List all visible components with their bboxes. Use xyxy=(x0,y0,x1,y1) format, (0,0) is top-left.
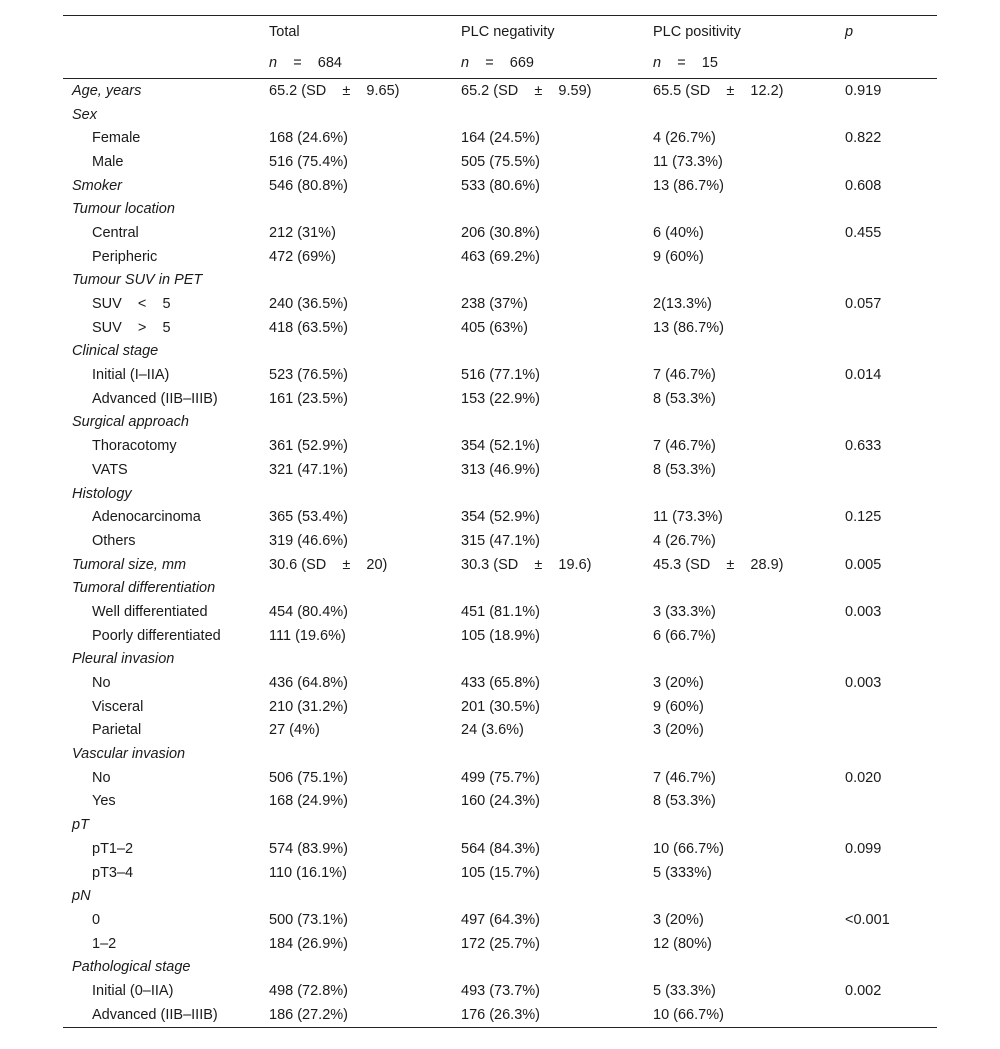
cell-plc-negativity: 105 (15.7%) xyxy=(461,864,540,881)
cell-p-value xyxy=(845,340,937,364)
cell-total: 361 (52.9%) xyxy=(269,438,348,455)
cell-plc-positivity: 3 (33.3%) xyxy=(653,603,716,620)
cell-p-value xyxy=(845,529,937,553)
equals-sign: = xyxy=(293,54,302,71)
cell-plc-negativity xyxy=(461,955,653,979)
n-symbol: n xyxy=(461,54,470,71)
row-label: Central xyxy=(92,224,139,241)
cell-total: 574 (83.9%) xyxy=(269,840,348,857)
table-row-category xyxy=(63,813,937,837)
cell-total xyxy=(269,648,461,672)
cell-p-value xyxy=(845,458,937,482)
cell-p-value: 0.455 xyxy=(845,224,882,241)
header-plc-positivity: PLC positivity xyxy=(653,23,741,40)
cell-p-value xyxy=(845,316,937,340)
header-blank xyxy=(63,16,269,47)
cell-total: 161 (23.5%) xyxy=(269,390,348,407)
cell-p-value: 0.099 xyxy=(845,840,882,857)
cell-total: 523 (76.5%) xyxy=(269,367,348,384)
n-symbol: n xyxy=(269,54,278,71)
cell-plc-negativity: 238 (37%) xyxy=(461,296,528,313)
header-row-titles xyxy=(63,16,937,47)
row-label: No xyxy=(92,769,111,786)
row-label: Tumour SUV in PET xyxy=(72,272,203,289)
cell-p-value xyxy=(845,719,937,743)
cell-p-value: 0.919 xyxy=(845,82,882,99)
cell-p-value xyxy=(845,150,937,174)
table-row xyxy=(63,292,937,316)
cell-plc-positivity: 9 (60%) xyxy=(653,698,704,715)
n-value: 15 xyxy=(701,54,718,71)
cell-plc-negativity: 105 (18.9%) xyxy=(461,627,540,644)
header-n-total xyxy=(269,47,461,79)
table-row xyxy=(63,861,937,885)
table-row-category xyxy=(63,269,937,293)
cell-plc-positivity xyxy=(653,103,845,127)
cell-p-value xyxy=(845,813,937,837)
cell-p-value: 0.002 xyxy=(845,982,882,999)
cell-plc-negativity: 153 (22.9%) xyxy=(461,390,540,407)
cell-plc-positivity: 3 (20%) xyxy=(653,911,704,928)
row-label: Female xyxy=(92,130,141,147)
row-label: Visceral xyxy=(92,698,144,715)
cell-total xyxy=(269,482,461,506)
cell-p-value xyxy=(845,861,937,885)
row-label: Initial (I–IIA) xyxy=(92,367,170,384)
equals-sign: = xyxy=(485,54,494,71)
row-label: Others xyxy=(92,532,136,549)
cell-plc-negativity xyxy=(461,742,653,766)
characteristics-table xyxy=(63,15,937,1028)
cell-plc-negativity xyxy=(461,197,653,221)
cell-p-value: 0.608 xyxy=(845,177,882,194)
row-label: Clinical stage xyxy=(72,343,159,360)
table-row xyxy=(63,434,937,458)
cell-total: 210 (31.2%) xyxy=(269,698,348,715)
n-symbol: n xyxy=(653,54,662,71)
cell-plc-positivity: 12 (80%) xyxy=(653,935,712,952)
table-row xyxy=(63,363,937,387)
cell-plc-negativity xyxy=(461,884,653,908)
cell-plc-negativity: 451 (81.1%) xyxy=(461,603,540,620)
cell-plc-negativity: 206 (30.8%) xyxy=(461,224,540,241)
cell-p-value xyxy=(845,269,937,293)
row-label: pT xyxy=(72,817,89,834)
row-label: Tumoral differentiation xyxy=(72,580,216,597)
cell-p-value xyxy=(845,245,937,269)
row-label: Vascular invasion xyxy=(72,746,186,763)
table-row xyxy=(63,719,937,743)
cell-total xyxy=(269,884,461,908)
table-row xyxy=(63,316,937,340)
table-row-category xyxy=(63,482,937,506)
row-label: pT3–4 xyxy=(92,864,134,881)
cell-p-value xyxy=(845,103,937,127)
row-label: Advanced (IIB–IIIB) xyxy=(92,1006,218,1023)
cell-p-value xyxy=(845,695,937,719)
cell-plc-positivity: 8 (53.3%) xyxy=(653,390,716,407)
row-label: 0 xyxy=(92,911,101,928)
header-n-negativity xyxy=(461,47,653,79)
row-label: pN xyxy=(72,888,91,905)
cell-total: 111 (19.6%) xyxy=(269,627,346,644)
cell-total: 184 (26.9%) xyxy=(269,935,348,952)
row-label: SUV > 5 xyxy=(92,319,171,336)
cell-total: 454 (80.4%) xyxy=(269,603,348,620)
table-row-category xyxy=(63,648,937,672)
cell-plc-positivity xyxy=(653,197,845,221)
cell-plc-positivity: 45.3 (SD ± 28.9) xyxy=(653,556,784,573)
n-value: 669 xyxy=(509,54,534,71)
cell-p-value xyxy=(845,624,937,648)
cell-plc-positivity: 11 (73.3%) xyxy=(653,153,723,170)
cell-plc-positivity: 4 (26.7%) xyxy=(653,130,716,147)
row-label: Peripheric xyxy=(92,248,158,265)
row-label: SUV < 5 xyxy=(92,296,171,313)
cell-plc-positivity xyxy=(653,340,845,364)
table-header xyxy=(63,16,937,79)
row-label: Yes xyxy=(92,793,116,810)
cell-total: 110 (16.1%) xyxy=(269,864,347,881)
cell-plc-negativity: 405 (63%) xyxy=(461,319,528,336)
cell-plc-negativity: 354 (52.9%) xyxy=(461,509,540,526)
cell-plc-negativity: 516 (77.1%) xyxy=(461,367,540,384)
table-row-category xyxy=(63,884,937,908)
cell-total: 418 (63.5%) xyxy=(269,319,348,336)
row-label: Male xyxy=(92,153,124,170)
table-row xyxy=(63,245,937,269)
cell-total: 168 (24.9%) xyxy=(269,793,348,810)
cell-plc-positivity: 6 (40%) xyxy=(653,224,704,241)
cell-plc-negativity: 65.2 (SD ± 9.59) xyxy=(461,82,592,99)
cell-total: 498 (72.8%) xyxy=(269,982,348,999)
cell-total: 546 (80.8%) xyxy=(269,177,348,194)
row-label: Adenocarcinoma xyxy=(92,509,201,526)
cell-plc-positivity: 4 (26.7%) xyxy=(653,532,716,549)
row-label: Tumoral size, mm xyxy=(72,556,187,573)
cell-total: 30.6 (SD ± 20) xyxy=(269,556,388,573)
cell-total: 186 (27.2%) xyxy=(269,1006,348,1023)
cell-plc-positivity xyxy=(653,884,845,908)
cell-plc-negativity xyxy=(461,269,653,293)
row-label: Pleural invasion xyxy=(72,651,175,668)
table-row xyxy=(63,908,937,932)
cell-p-value xyxy=(845,932,937,956)
table-row-category xyxy=(63,742,937,766)
cell-plc-negativity xyxy=(461,576,653,600)
cell-plc-negativity: 24 (3.6%) xyxy=(461,722,524,739)
table-row-category xyxy=(63,576,937,600)
cell-plc-positivity xyxy=(653,813,845,837)
row-label: Advanced (IIB–IIIB) xyxy=(92,390,218,407)
table-row-category xyxy=(63,197,937,221)
row-label: Initial (0–IIA) xyxy=(92,982,174,999)
row-label: Smoker xyxy=(72,177,122,194)
cell-plc-positivity: 3 (20%) xyxy=(653,722,704,739)
header-n-p-blank xyxy=(845,47,937,79)
row-label: Well differentiated xyxy=(92,603,208,620)
header-p-value: p xyxy=(845,23,854,40)
cell-p-value xyxy=(845,955,937,979)
table-row xyxy=(63,221,937,245)
table-row xyxy=(63,932,937,956)
cell-plc-negativity xyxy=(461,411,653,435)
cell-plc-positivity: 7 (46.7%) xyxy=(653,438,716,455)
cell-plc-positivity xyxy=(653,955,845,979)
cell-plc-positivity xyxy=(653,648,845,672)
cell-p-value: 0.020 xyxy=(845,769,882,786)
row-label: pT1–2 xyxy=(92,840,134,857)
table-row xyxy=(63,387,937,411)
table-row xyxy=(63,790,937,814)
cell-total xyxy=(269,955,461,979)
table-row-category xyxy=(63,79,937,103)
table-row xyxy=(63,979,937,1003)
cell-plc-positivity: 7 (46.7%) xyxy=(653,367,716,384)
cell-plc-negativity: 315 (47.1%) xyxy=(461,532,540,549)
cell-plc-positivity xyxy=(653,269,845,293)
row-label: Surgical approach xyxy=(72,414,189,431)
cell-total: 240 (36.5%) xyxy=(269,296,348,313)
cell-plc-negativity: 160 (24.3%) xyxy=(461,793,540,810)
table-row-category xyxy=(63,553,937,577)
cell-total: 472 (69%) xyxy=(269,248,336,265)
cell-plc-negativity xyxy=(461,103,653,127)
cell-plc-positivity: 5 (333%) xyxy=(653,864,712,881)
cell-plc-negativity: 505 (75.5%) xyxy=(461,153,540,170)
row-label: Parietal xyxy=(92,722,142,739)
cell-plc-positivity: 8 (53.3%) xyxy=(653,793,716,810)
cell-plc-positivity: 11 (73.3%) xyxy=(653,509,723,526)
cell-total xyxy=(269,197,461,221)
cell-p-value xyxy=(845,648,937,672)
cell-plc-negativity: 172 (25.7%) xyxy=(461,935,540,952)
cell-p-value: 0.822 xyxy=(845,130,882,147)
cell-plc-negativity: 30.3 (SD ± 19.6) xyxy=(461,556,592,573)
cell-plc-negativity: 433 (65.8%) xyxy=(461,675,540,692)
row-label: VATS xyxy=(92,461,128,478)
cell-plc-positivity xyxy=(653,411,845,435)
cell-plc-positivity: 7 (46.7%) xyxy=(653,769,716,786)
table-row xyxy=(63,505,937,529)
cell-p-value: 0.057 xyxy=(845,296,882,313)
cell-plc-negativity: 564 (84.3%) xyxy=(461,840,540,857)
header-row-n xyxy=(63,47,937,79)
row-label: Pathological stage xyxy=(72,959,191,976)
cell-total xyxy=(269,742,461,766)
cell-p-value xyxy=(845,387,937,411)
table xyxy=(63,16,937,1027)
row-label: Histology xyxy=(72,485,132,502)
table-row-category xyxy=(63,955,937,979)
cell-total xyxy=(269,103,461,127)
row-label: Poorly differentiated xyxy=(92,627,221,644)
header-total: Total xyxy=(269,23,300,40)
cell-plc-negativity: 463 (69.2%) xyxy=(461,248,540,265)
row-label: No xyxy=(92,675,111,692)
cell-total: 212 (31%) xyxy=(269,224,336,241)
cell-p-value xyxy=(845,1003,937,1027)
cell-total: 319 (46.6%) xyxy=(269,532,348,549)
cell-plc-negativity xyxy=(461,482,653,506)
cell-plc-negativity xyxy=(461,813,653,837)
cell-p-value: 0.005 xyxy=(845,556,882,573)
cell-plc-positivity: 2(13.3%) xyxy=(653,296,712,313)
cell-total: 516 (75.4%) xyxy=(269,153,348,170)
cell-total: 365 (53.4%) xyxy=(269,509,348,526)
table-row-category xyxy=(63,103,937,127)
cell-total xyxy=(269,813,461,837)
cell-p-value: 0.003 xyxy=(845,603,882,620)
row-label: Tumour location xyxy=(72,201,175,218)
cell-total: 500 (73.1%) xyxy=(269,911,348,928)
row-label: 1–2 xyxy=(92,935,117,952)
table-row xyxy=(63,695,937,719)
table-body xyxy=(63,79,937,1027)
cell-plc-positivity: 10 (66.7%) xyxy=(653,1006,724,1023)
table-row-category xyxy=(63,174,937,198)
row-label: Sex xyxy=(72,106,97,123)
cell-plc-positivity: 6 (66.7%) xyxy=(653,627,716,644)
table-row xyxy=(63,150,937,174)
cell-total: 436 (64.8%) xyxy=(269,675,348,692)
cell-plc-positivity: 8 (53.3%) xyxy=(653,461,716,478)
table-row-category xyxy=(63,340,937,364)
cell-plc-negativity: 201 (30.5%) xyxy=(461,698,540,715)
cell-plc-positivity: 3 (20%) xyxy=(653,675,704,692)
cell-plc-negativity xyxy=(461,648,653,672)
cell-total: 168 (24.6%) xyxy=(269,130,348,147)
cell-total xyxy=(269,576,461,600)
table-row xyxy=(63,766,937,790)
cell-plc-negativity xyxy=(461,340,653,364)
cell-p-value xyxy=(845,742,937,766)
table-row xyxy=(63,600,937,624)
table-row xyxy=(63,126,937,150)
equals-sign: = xyxy=(677,54,686,71)
row-label: Age, years xyxy=(72,82,142,99)
cell-plc-negativity: 313 (46.9%) xyxy=(461,461,540,478)
cell-p-value xyxy=(845,790,937,814)
cell-p-value xyxy=(845,884,937,908)
cell-p-value xyxy=(845,576,937,600)
table-row xyxy=(63,624,937,648)
cell-plc-negativity: 176 (26.3%) xyxy=(461,1006,540,1023)
cell-plc-positivity: 65.5 (SD ± 12.2) xyxy=(653,82,784,99)
cell-plc-positivity: 13 (86.7%) xyxy=(653,319,724,336)
cell-plc-negativity: 497 (64.3%) xyxy=(461,911,540,928)
table-row xyxy=(63,529,937,553)
cell-total: 27 (4%) xyxy=(269,722,320,739)
cell-plc-positivity: 13 (86.7%) xyxy=(653,177,724,194)
cell-p-value: <0.001 xyxy=(845,911,890,928)
cell-p-value: 0.003 xyxy=(845,675,882,692)
cell-total xyxy=(269,411,461,435)
table-row-category xyxy=(63,411,937,435)
n-value: 684 xyxy=(317,54,342,71)
cell-total: 506 (75.1%) xyxy=(269,769,348,786)
cell-plc-negativity: 493 (73.7%) xyxy=(461,982,540,999)
cell-total: 321 (47.1%) xyxy=(269,461,348,478)
header-n-positivity xyxy=(653,47,845,79)
header-plc-negativity: PLC negativity xyxy=(461,23,555,40)
cell-plc-positivity xyxy=(653,742,845,766)
cell-p-value: 0.014 xyxy=(845,367,882,384)
cell-p-value: 0.125 xyxy=(845,509,882,526)
cell-plc-positivity: 10 (66.7%) xyxy=(653,840,724,857)
table-row xyxy=(63,671,937,695)
cell-plc-positivity: 9 (60%) xyxy=(653,248,704,265)
cell-plc-positivity xyxy=(653,482,845,506)
cell-total: 65.2 (SD ± 9.65) xyxy=(269,82,400,99)
cell-plc-negativity: 533 (80.6%) xyxy=(461,177,540,194)
table-row xyxy=(63,1003,937,1027)
cell-p-value xyxy=(845,411,937,435)
cell-total xyxy=(269,340,461,364)
cell-plc-negativity: 164 (24.5%) xyxy=(461,130,540,147)
cell-p-value xyxy=(845,197,937,221)
table-row xyxy=(63,837,937,861)
table-row xyxy=(63,458,937,482)
header-n-blank xyxy=(63,47,269,79)
row-label: Thoracotomy xyxy=(92,438,177,455)
cell-p-value: 0.633 xyxy=(845,438,882,455)
cell-plc-positivity xyxy=(653,576,845,600)
cell-plc-negativity: 354 (52.1%) xyxy=(461,438,540,455)
cell-plc-negativity: 499 (75.7%) xyxy=(461,769,540,786)
cell-plc-positivity: 5 (33.3%) xyxy=(653,982,716,999)
cell-total xyxy=(269,269,461,293)
cell-p-value xyxy=(845,482,937,506)
